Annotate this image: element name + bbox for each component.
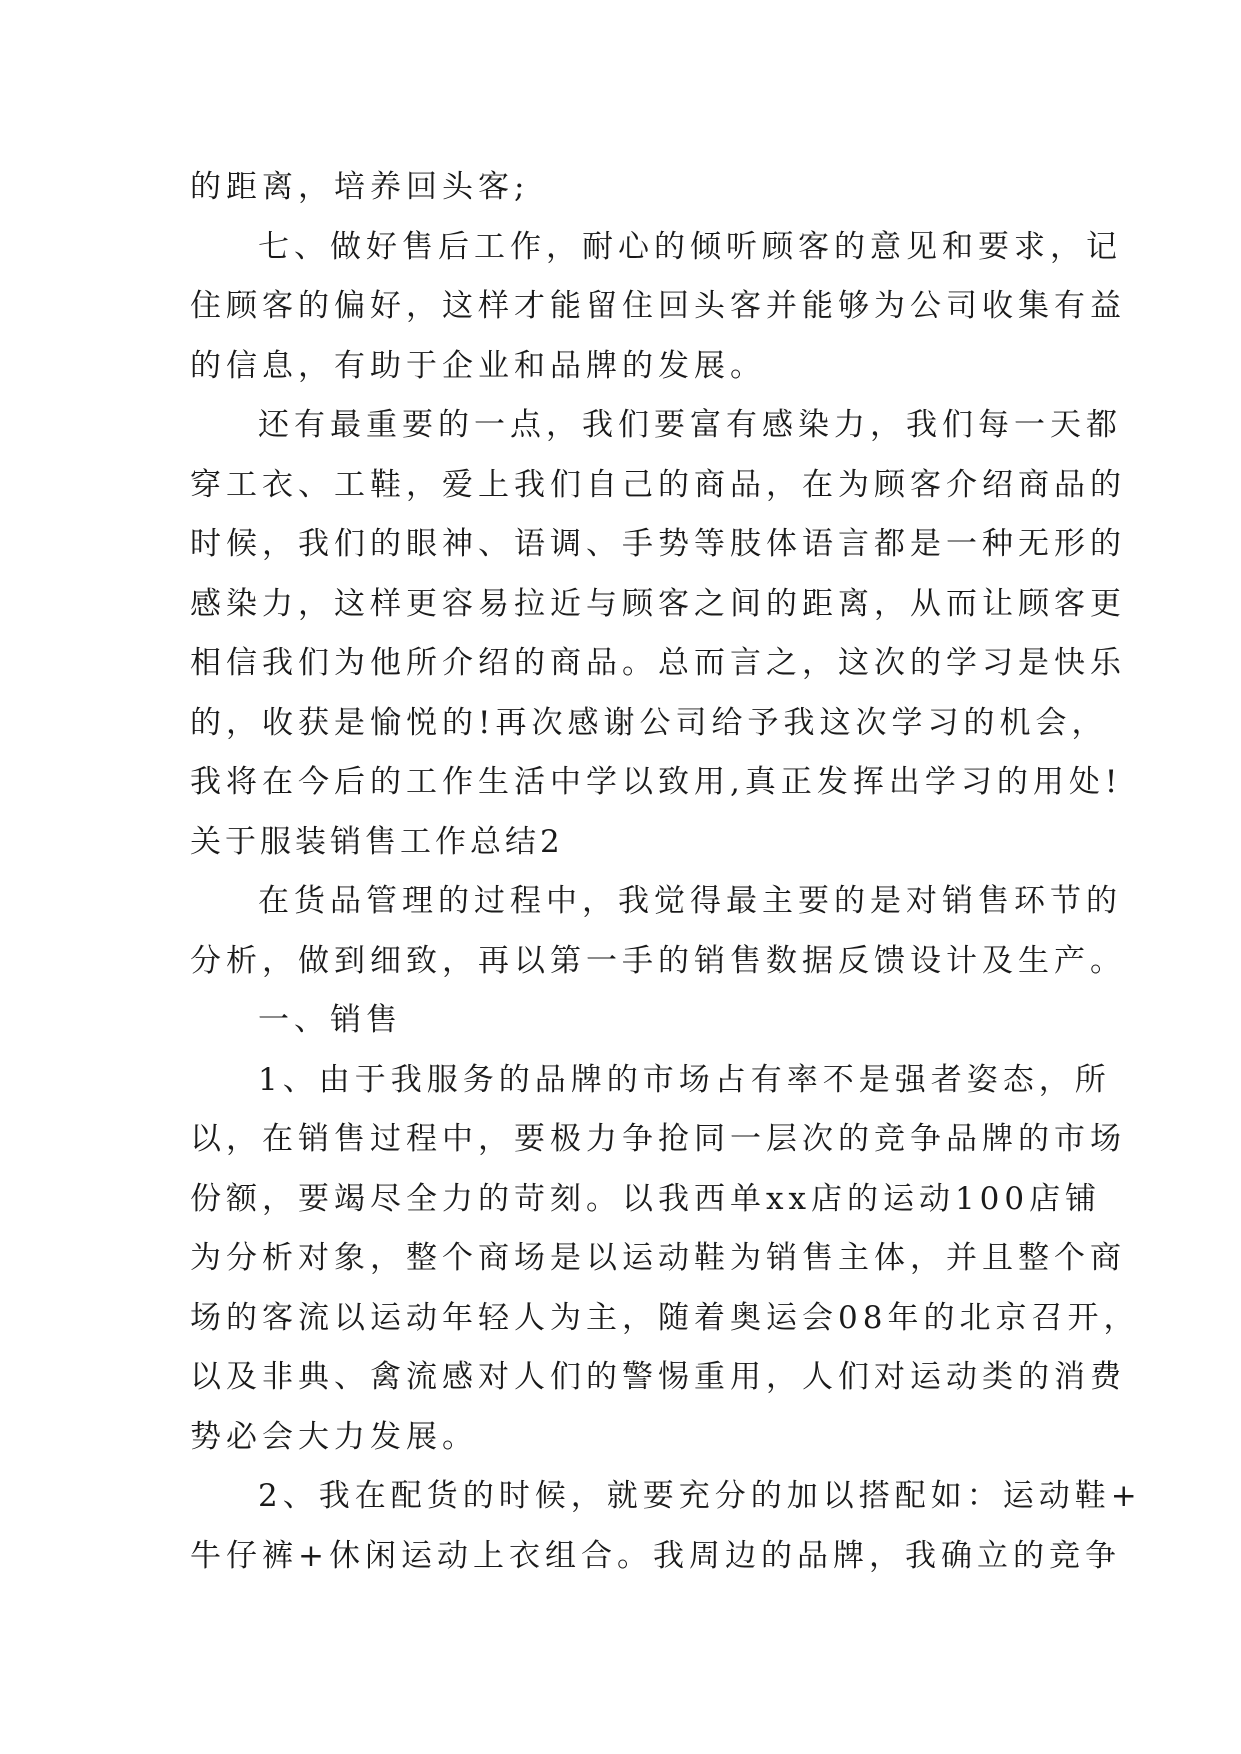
paragraph-point-2 xyxy=(190,1467,1142,1586)
text-line: 七、做好售后工作，耐心的倾听顾客的意见和要求，记 xyxy=(258,228,1122,265)
text-line: 还有最重要的一点，我们要富有感染力，我们每一天都 xyxy=(258,407,1122,443)
text-line: 势必会大力发展。 xyxy=(190,1418,478,1455)
text-line: 的，收获是愉悦的!再次感谢公司给予我这次学习的机会， xyxy=(190,704,1108,741)
text-line: 时候，我们的眼神、语调、手势等肢体语言都是一种无形的 xyxy=(190,526,1126,562)
text-line: 为分析对象，整个商场是以运动鞋为销售主体，并且整个商 xyxy=(190,1240,1126,1276)
document-body xyxy=(190,158,1142,1586)
text-line: 分析，做到细致，再以第一手的销售数据反馈设计及生产。 xyxy=(190,942,1126,979)
paragraph-conclusion xyxy=(190,396,1126,813)
section-title: 关于服装销售工作总结2 xyxy=(190,823,564,860)
text-line: 的距离，培养回头客; xyxy=(190,169,530,205)
paragraph-after-sales xyxy=(190,218,1126,397)
text-line: 相信我们为他所介绍的商品。总而言之，这次的学习是快乐 xyxy=(190,645,1126,681)
text-line: 穿工衣、工鞋，爱上我们自己的商品，在为顾客介绍商品的 xyxy=(190,466,1126,503)
text-line: 份额，要竭尽全力的苛刻。以我西单xx店的运动100店铺 xyxy=(190,1180,1102,1217)
text-line: 在货品管理的过程中，我觉得最主要的是对销售环节的 xyxy=(258,883,1122,919)
section-heading xyxy=(190,813,1060,873)
text-line: 1、由于我服务的品牌的市场占有率不是强者姿态，所 xyxy=(258,1061,1111,1098)
text-line: 2、我在配货的时候，就要充分的加以搭配如：运动鞋+ xyxy=(258,1478,1142,1514)
text-line: 牛仔裤+休闲运动上衣组合。我周边的品牌，我确立的竞争 xyxy=(190,1537,1121,1574)
text-line: 以，在销售过程中，要极力争抢同一层次的竞争品牌的市场 xyxy=(190,1121,1126,1157)
paragraph-point-1 xyxy=(190,1051,1140,1468)
text-line: 场的客流以运动年轻人为主，随着奥运会08年的北京召开， xyxy=(190,1299,1140,1336)
subheading-sales xyxy=(190,991,1060,1051)
subheading-text: 一、销售 xyxy=(258,1002,402,1038)
paragraph-continuation xyxy=(190,158,1060,218)
paragraph-inventory xyxy=(190,872,1126,991)
text-line: 住顾客的偏好，这样才能留住回头客并能够为公司收集有益 xyxy=(190,288,1126,324)
text-line: 的信息，有助于企业和品牌的发展。 xyxy=(190,347,766,384)
text-line: 我将在今后的工作生活中学以致用,真正发挥出学习的用处! xyxy=(190,764,1123,800)
text-line: 以及非典、禽流感对人们的警惕重用，人们对运动类的消费 xyxy=(190,1359,1126,1395)
text-line: 感染力，这样更容易拉近与顾客之间的距离，从而让顾客更 xyxy=(190,585,1126,622)
